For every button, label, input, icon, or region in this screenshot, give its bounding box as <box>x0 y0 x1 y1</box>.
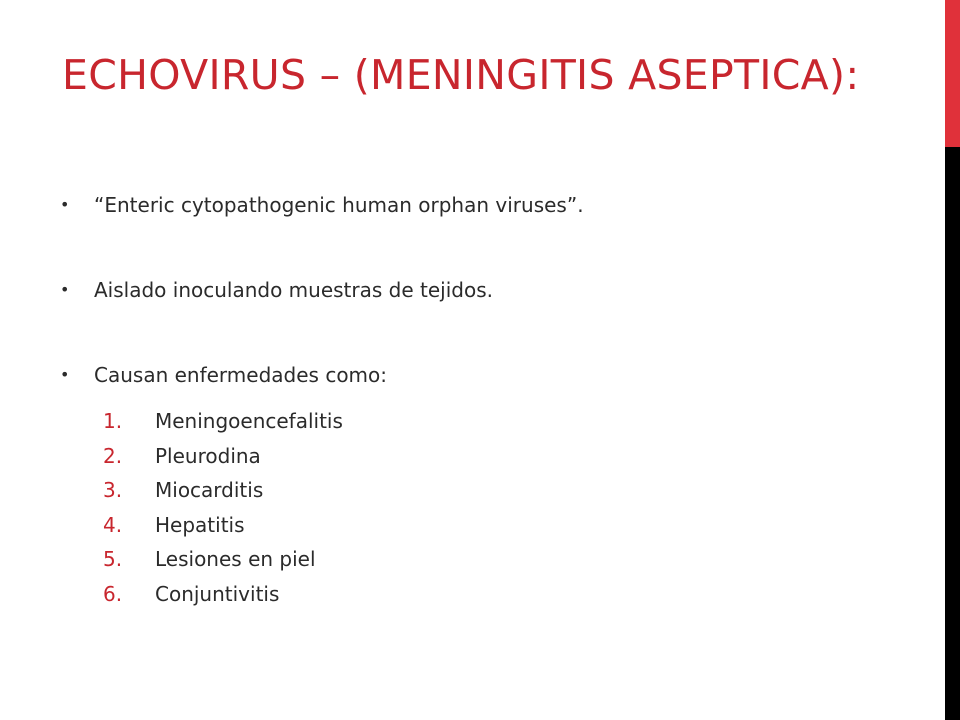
slide-title: ECHOVIRUS – (MENINGITIS ASEPTICA): <box>62 51 860 99</box>
list-item <box>103 577 343 612</box>
bullet-item <box>60 190 920 220</box>
disease-list <box>103 404 343 611</box>
bullet-icon: • <box>60 195 70 214</box>
bullet-icon: • <box>60 365 70 384</box>
list-item <box>103 508 343 543</box>
list-item <box>103 542 343 577</box>
list-number: 2. <box>103 443 123 468</box>
list-item <box>103 473 343 508</box>
bullet-text: “Enteric cytopathogenic human orphan viruses”. <box>94 193 584 217</box>
list-item-text: Conjuntivitis <box>155 581 280 606</box>
list-number: 1. <box>103 409 123 433</box>
list-item <box>103 439 343 474</box>
bullet-list <box>60 190 920 390</box>
list-item-text: Hepatitis <box>155 512 245 537</box>
list-number: 3. <box>103 478 123 502</box>
list-item-text: Pleurodina <box>155 443 261 468</box>
bullet-icon: • <box>60 280 70 299</box>
list-number: 4. <box>103 512 123 537</box>
list-number: 6. <box>103 581 123 606</box>
bullet-item <box>60 360 920 390</box>
list-item <box>103 404 343 439</box>
list-item-text: Lesiones en piel <box>155 547 316 571</box>
side-accent-bar <box>945 0 960 147</box>
list-number: 5. <box>103 547 123 571</box>
bullet-text: Causan enfermedades como: <box>94 363 388 387</box>
bullet-text: Aislado inoculando muestras de tejidos. <box>94 278 493 302</box>
list-item-text: Meningoencefalitis <box>155 409 343 433</box>
list-item-text: Miocarditis <box>155 478 264 502</box>
bullet-item <box>60 275 920 305</box>
